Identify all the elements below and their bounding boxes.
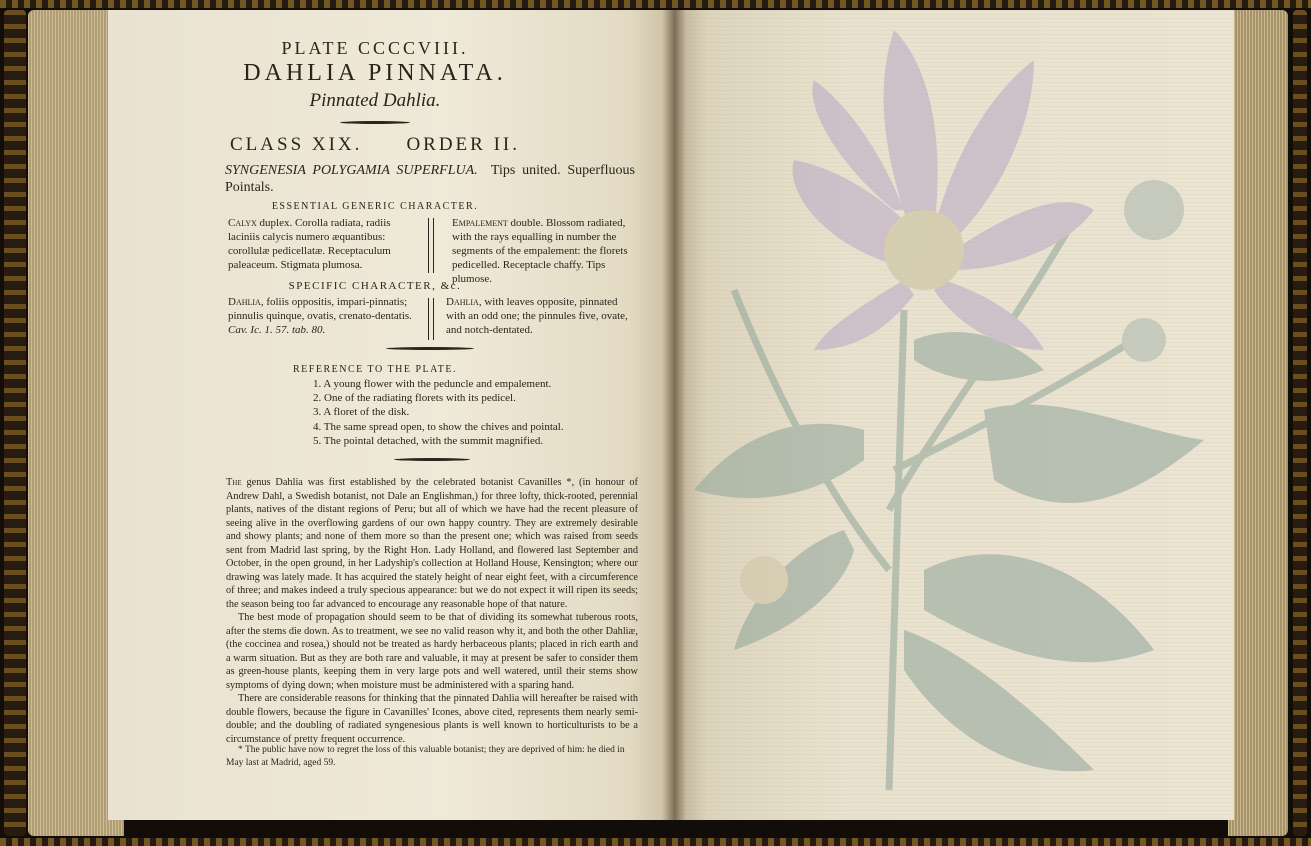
body-text — [226, 476, 638, 746]
right-page — [674, 10, 1234, 820]
essential-latin — [228, 216, 424, 272]
class-label: CLASS XIX. — [230, 134, 363, 155]
specific-latin-text: foliis oppositis, impari-pinnatis; pinnulis quinque, ovatis, crenato-dentatis. — [228, 296, 412, 322]
body-lead: The — [226, 477, 242, 488]
ornamental-rule-1 — [340, 121, 410, 124]
dahlia-illustration — [674, 10, 1234, 820]
essential-english-lead: Empalement — [452, 217, 508, 229]
specific-latin — [228, 295, 424, 337]
book-gutter — [662, 10, 686, 820]
gilt-border-bottom — [0, 838, 1311, 846]
body-paragraph-3: There are considerable reasons for thinking that the pinnated Dahlia will hereafter be raised with double flowers, because the figure in Cavanilles' Icones, above cited, represents them nearly semi-double; and the doubling of radiated syngenesious plants is well known to horticulturists to be a circumstance of pretty frequent occurrence. — [226, 693, 638, 745]
column-divider-1 — [428, 218, 434, 273]
essential-heading: ESSENTIAL GENERIC CHARACTER. — [271, 201, 479, 212]
footnote: * The public have now to regret the loss of this valuable botanist; they are deprived of him: he died in May last at Madrid, aged 59. — [226, 745, 625, 768]
order-label: ORDER II. — [406, 134, 520, 155]
essential-latin-text: duplex. Corolla radiata, radiis laciniis calycis numero æquantibus: corollulæ pedicellatæ. Receptaculum paleaceum. Stigmata plumosa. — [228, 217, 391, 271]
reference-item: 1. A young flower with the peduncle and empalement. — [313, 378, 552, 390]
gilt-border-right — [1293, 10, 1307, 836]
essential-latin-lead: Calyx — [228, 217, 257, 229]
essential-english-text: double. Blossom radiated, with the rays equalling in number the segments of the empalement: the florets pedicelled. Receptacle chaffy. Tips plumose. — [452, 217, 628, 285]
plate-number: PLATE CCCCVIII. — [281, 38, 469, 58]
gilt-border-top — [0, 0, 1311, 8]
common-name: Pinnated Dahlia. — [309, 90, 441, 111]
specific-english — [446, 295, 632, 337]
ornamental-rule-3 — [394, 458, 470, 461]
reference-item: 5. The pointal detached, with the summit magnified. — [313, 434, 544, 447]
classification-line — [230, 134, 520, 156]
reference-item: 2. One of the radiating florets with its pedicel. — [313, 392, 516, 405]
reference-item: 4. The same spread open, to show the chives and pointal. — [313, 420, 564, 433]
ornamental-rule-2 — [386, 347, 474, 350]
flower-center — [884, 210, 964, 290]
reference-item: 3. A floret of the disk. — [313, 406, 410, 419]
body-paragraph-1-text: genus Dahlia was first established by the celebrated botanist Cavanilles *, (in honour of Andrew Dahl, a Swedish botanist, not Dale an Englishman,) for three lofty, thick-rooted, perennial plants, natives of the distant regions of Peru; but all of which we have had the recent pleasure of seeing alive in the overflowing gardens of our own happy country. They are extremely desirable and showy plants; and none of them more so than the present one; which was raised from seeds sent from Madrid last spring, by the Right Hon. Lady Holland, and flowered last September and October, in the open ground, in her Ladyship's collection at Holland House, Kensington; where our drawing was lately made. It has acquired the stately height of near eight feet, with a circumference of three; and makes indeed a truly specious appearance: but we do not expect it will ripen its seeds; the season being too far advanced to encourage any reasonable hope of that nature. — [226, 477, 638, 610]
specific-english-text: with leaves opposite, pinnated with an odd one; the pinnules five, ovate, and notch-dentated. — [446, 296, 628, 336]
leaves — [694, 332, 1204, 771]
column-divider-2 — [428, 298, 434, 340]
specific-english-lead: Dahlia, — [446, 296, 482, 308]
body-paragraph-2: The best mode of propagation should seem to be that of dividing its somewhat tuberous roots, after the stems die down. As to treatment, we see no valid reason why it, and both the other Dahliæ, (the coccinea and rosea,) should not be treated as hardy herbaceous plants; placed in rich earth and a warm situation. But as they are both rare and valuable, it may at present be safer to consider them as green-house plants, keeping them in very large pots and well watered, until their stems show symptoms of dying down; when moisture must be administered with a sparing hand. — [226, 612, 638, 691]
syngenesia-rest: Tips united. Superfluous Pointals. — [225, 163, 635, 195]
reference-list — [313, 377, 593, 448]
specific-heading: SPECIFIC CHARACTER, &c. — [288, 280, 462, 292]
plate-title: DAHLIA PINNATA. — [243, 60, 507, 86]
specific-latin-ref: Cav. Ic. 1. 57. tab. 80. — [228, 324, 326, 336]
specific-latin-lead: Dahlia, — [228, 296, 264, 308]
reference-heading: REFERENCE TO THE PLATE. — [293, 364, 457, 375]
page-edges-right — [1228, 10, 1288, 836]
syngenesia-italic: SYNGENESIA POLYGAMIA SUPERFLUA. — [225, 163, 478, 178]
essential-english — [452, 216, 632, 286]
body-paragraph-1 — [226, 476, 638, 611]
syngenesia-line — [225, 162, 635, 196]
flower-petals — [793, 30, 1095, 350]
gilt-border-left — [4, 10, 26, 836]
